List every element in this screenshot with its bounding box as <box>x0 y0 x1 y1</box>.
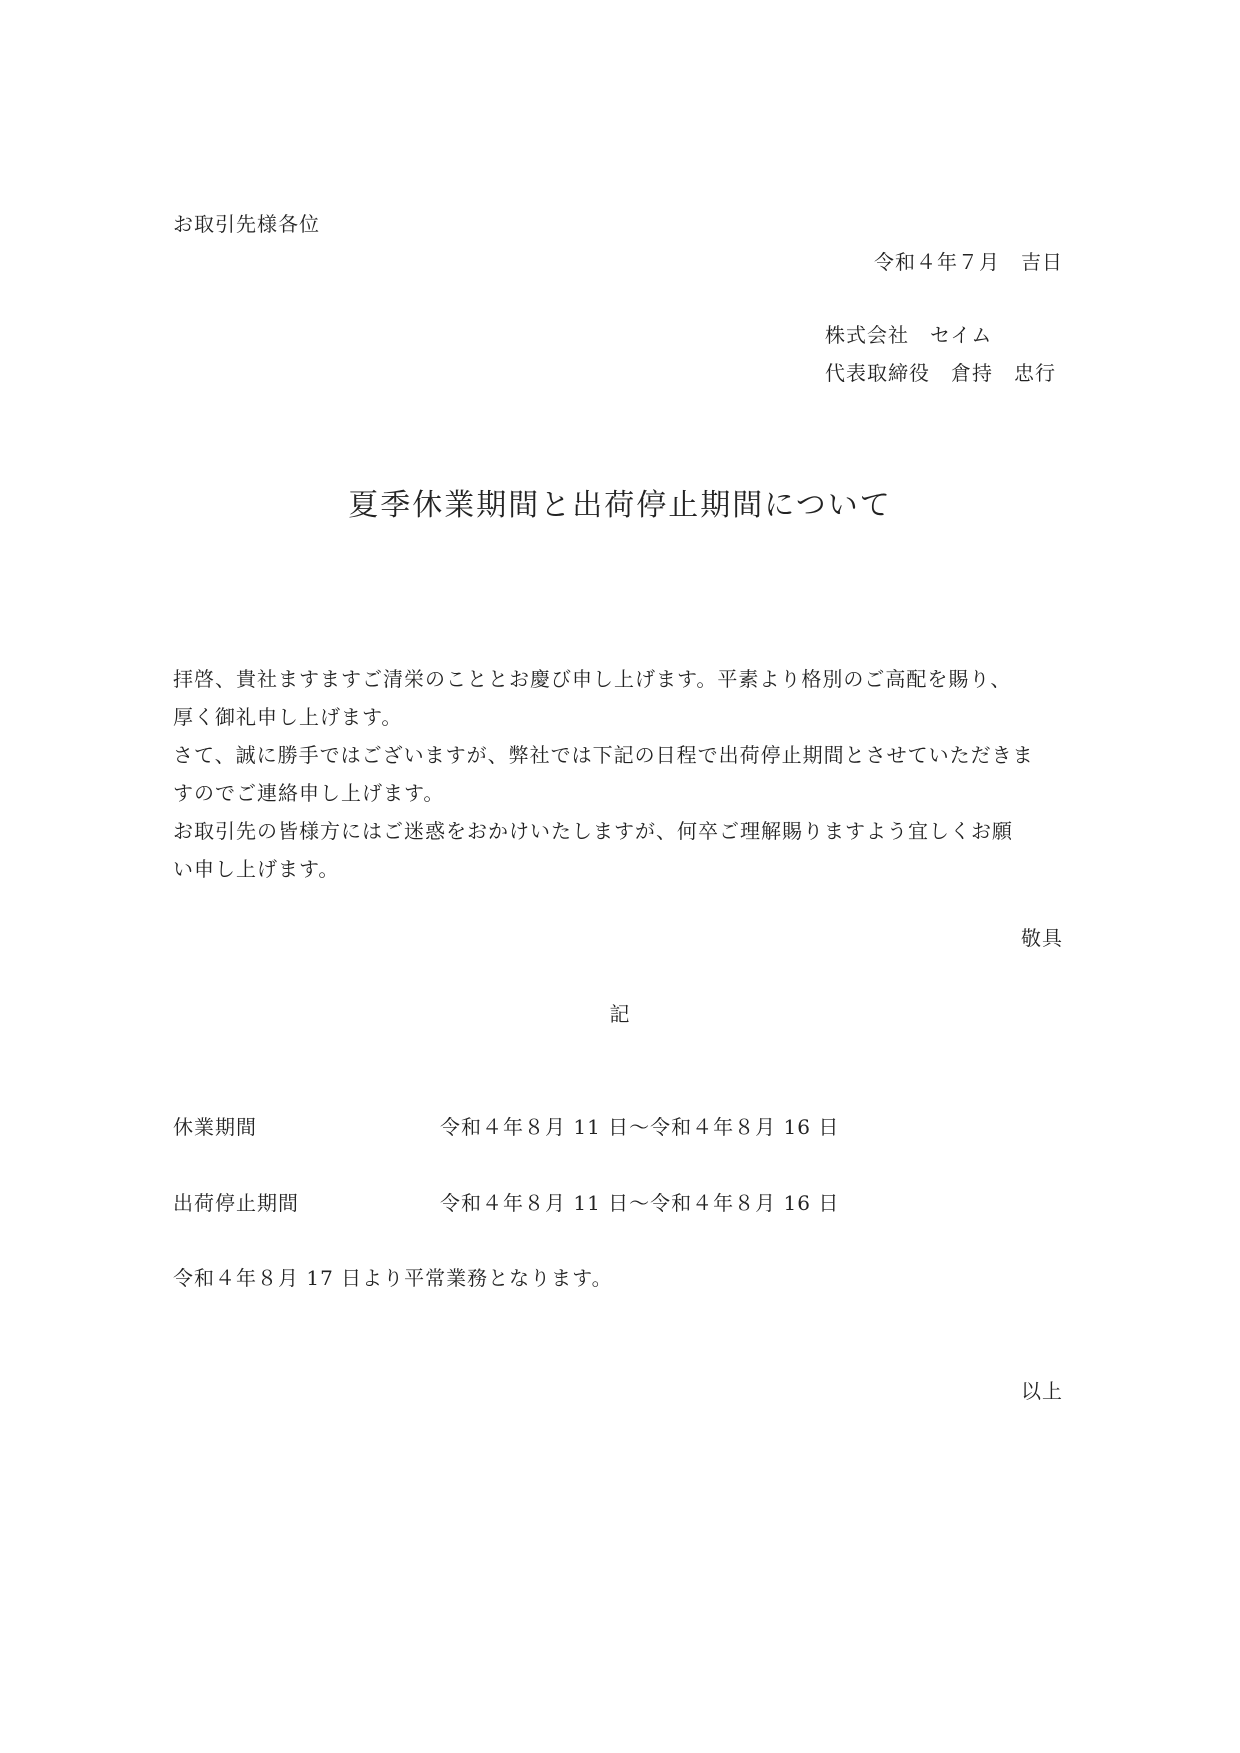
body-line: 厚く御礼申し上げます。 <box>173 705 403 729</box>
shipping-stop-label: 出荷停止期間 <box>173 1191 299 1215</box>
body-line: 拝啓、貴社ますますご清栄のこととお慶び申し上げます。平素より格別のご高配を賜り、 <box>173 667 1012 691</box>
company-name: 株式会社 セイム <box>825 323 993 347</box>
body-line: お取引先の皆様方にはご迷惑をおかけいたしますが、何卒ご理解賜りますよう宜しくお願 <box>173 819 1013 843</box>
issue-date: 令和４年７月 吉日 <box>874 250 1063 274</box>
holiday-period-label: 休業期間 <box>173 1115 257 1139</box>
body-line: すのでご連絡申し上げます。 <box>173 781 445 805</box>
document-title: 夏季休業期間と出荷停止期間について <box>348 488 892 523</box>
closing-ijou: 以上 <box>1021 1379 1063 1403</box>
notes-heading: 記 <box>609 1002 631 1026</box>
shipping-stop-value: 令和４年８月 11 日～令和４年８月 16 日 <box>440 1191 840 1215</box>
holiday-period-value: 令和４年８月 11 日～令和４年８月 16 日 <box>440 1115 840 1139</box>
addressee: お取引先様各位 <box>173 212 320 236</box>
closing-keigu: 敬具 <box>1021 926 1063 950</box>
body-line: い申し上げます。 <box>173 857 340 881</box>
body-paragraphs <box>173 660 1073 888</box>
representative: 代表取締役 倉持 忠行 <box>825 361 1056 385</box>
resume-notice: 令和４年８月 17 日より平常業務となります。 <box>173 1266 613 1290</box>
body-line: さて、誠に勝手ではございますが、弊社では下記の日程で出荷停止期間とさせていただきま <box>173 743 1034 767</box>
